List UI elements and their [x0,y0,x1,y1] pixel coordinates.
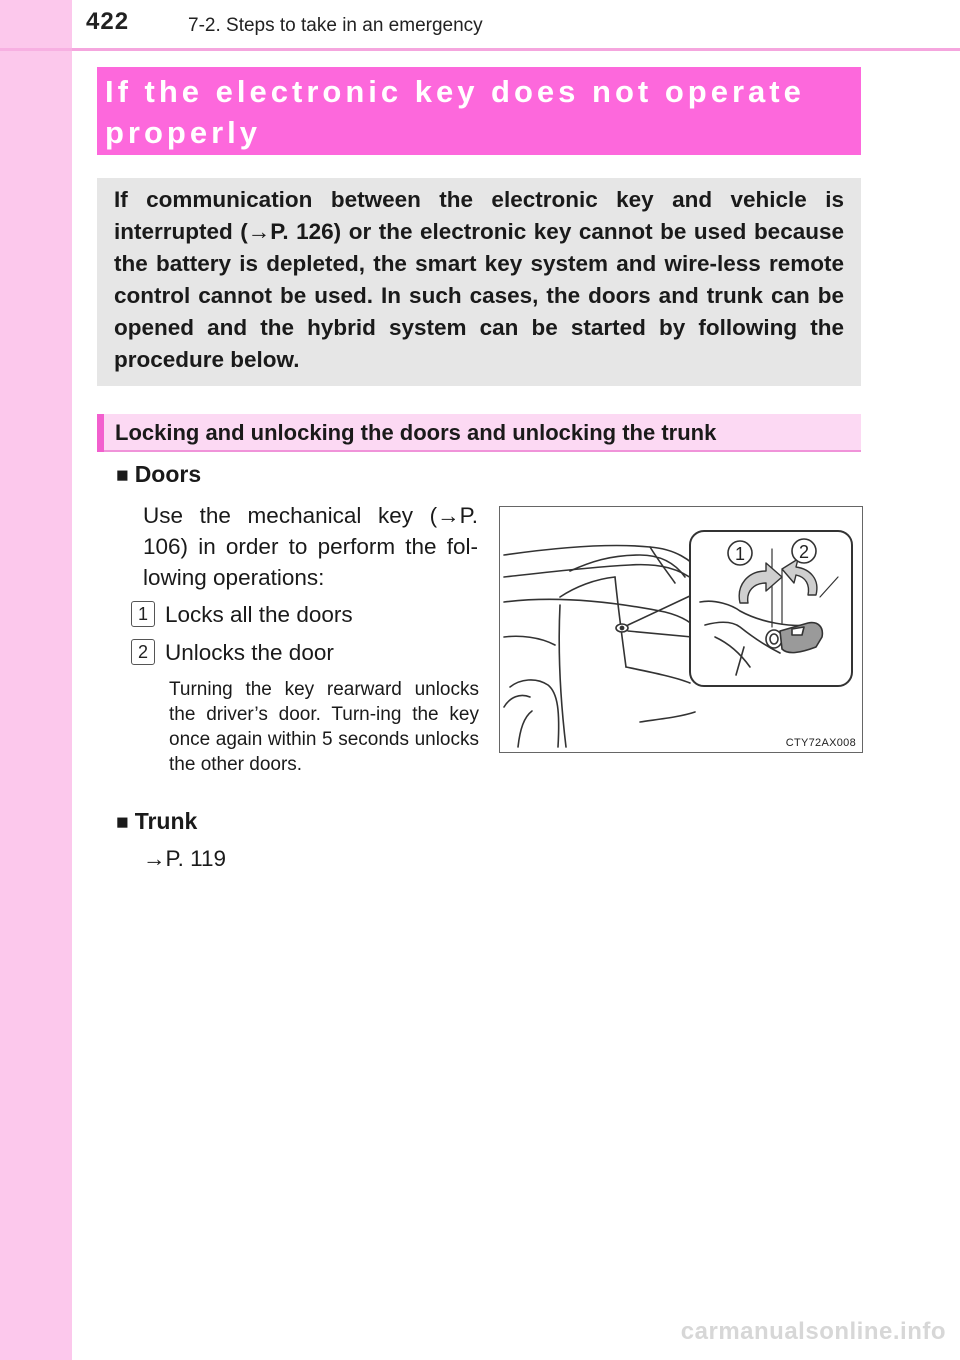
figure-code: CTY72AX008 [785,737,856,749]
door-key-illustration [499,506,863,753]
callout-1-label: 1 [734,544,746,564]
header-rule-left [0,48,72,51]
doors-body: Use the mechanical key (→P. 106) in order to perform the fol-lowing operations: [143,503,478,590]
square-bullet-icon: ■ [116,464,129,487]
watermark: carmanualsonline.info [680,1318,946,1345]
section-label: 7-2. Steps to take in an emergency [188,15,483,36]
margin-strip [0,0,72,1360]
trunk-heading [116,808,197,835]
step-1 [131,601,353,628]
intro-text: If communication between the electronic key and vehicle is interrupted (→P. 126) or the electronic key cannot be used because the battery is depleted, the smart key system and wire-less remote control cannot be used. In such cases, the doors and trunk can be opened and the hybrid system can be started by following the procedure below. [114,187,844,372]
step-2 [131,639,334,666]
title-box [97,67,861,155]
doors-heading-text: Doors [134,461,202,487]
page-title: If the electronic key does not operate properly [105,74,805,150]
step-text: Locks all the doors [165,602,353,627]
trunk-heading-text: Trunk [134,808,198,834]
subsection-accent-bar [97,414,104,452]
intro-box [97,178,861,386]
subsection-header [97,414,861,452]
page-number: 422 [86,8,130,35]
step-number-badge: 1 [131,601,155,627]
subsection-title: Locking and unlocking the doors and unlocking the trunk [115,420,717,445]
car-door-key-drawing [500,507,862,752]
doors-note: Turning the key rearward unlocks the driver’s door. Turn-ing the key once again within 5 seconds unlocks the other doors. [169,679,479,775]
doors-heading [116,461,201,488]
square-bullet-icon: ■ [116,811,129,834]
trunk-page-reference: →P. 119 [143,846,226,871]
header-rule [72,48,960,51]
callout-2-label: 2 [798,542,810,562]
step-text: Unlocks the door [165,640,334,665]
step-number-badge: 2 [131,639,155,665]
